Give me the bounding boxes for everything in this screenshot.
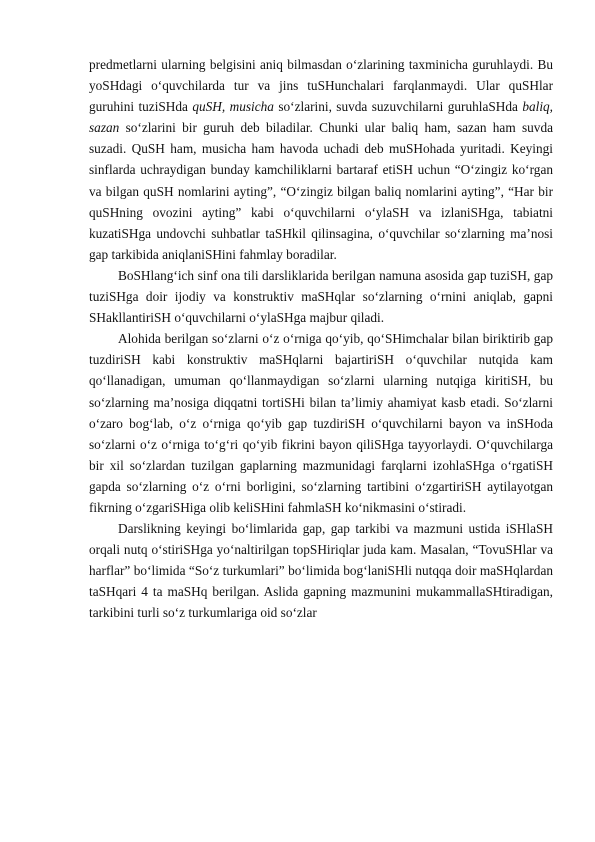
- paragraph-2: [89, 265, 553, 328]
- document-page: [89, 54, 553, 624]
- paragraph-1-text-3: so‘zlarini bir guruh deb biladilar. Chunki ular baliq ham, sazan ham suvda suzadi. QuSH ham, musicha ham havoda uchadi deb muSHohada yuritadi. Keyingi sinflarda uchraydigan bunday kamchiliklarni bartaraf etiSH uchun “O‘zingiz ko‘rgan va bilgan quSH nomlarini ayting”, “O‘zingiz bilgan baliq nomlarini ayting”, “Har bir quSHning ovozini ayting” kabi o‘quvchilarni o‘ylaSH va izlaniSHga, tabiatni kuzatiSHga undovchi suhbatlar taSHkil qilinsagina, o‘quvchilar so‘zlarning ma’nosi gap tarkibida aniqlaniSHini fahmlay boradilar.: [89, 120, 553, 262]
- paragraph-2-text: BoSHlang‘ich sinf ona tili darsliklarida berilgan namuna asosida gap tuziSH, gap tuziSHga doir ijodiy va konstruktiv maSHqlar so‘zlarning o‘rnini aniqlab, gapni SHakllantiriSH o‘quvchilarni o‘ylaSHga majbur qiladi.: [89, 267, 553, 326]
- paragraph-4: [89, 518, 553, 623]
- paragraph-1-text-1: predmetlarni ularning belgisini aniq bilmasdan o‘zlarining taxminicha guruhlaydi. Bu yoSHdagi o‘quvchilarda tur va jins tuSHunchalari farqlanmaydi. Ular quSHlar guruhini tuziSHda: [89, 57, 553, 115]
- paragraph-1: [89, 54, 553, 265]
- paragraph-1-italic-1: quSH, musicha: [192, 99, 274, 115]
- paragraph-3-text: Alohida berilgan so‘zlarni o‘z o‘rniga qo‘yib, qo‘SHimchalar bilan biriktirib gap tuzdiriSH kabi konstruktiv maSHqlarni bajartiriSH o‘quvchilar nutqida kam qo‘llanadigan, umuman qo‘llanmaydigan so‘zlarni ularning nutqiga kiritiSH, bu so‘zlarning ma’nosiga diqqatni tortiSHi bilan ta’limiy ahamiyat kasb etadi. So‘zlarni o‘zaro bog‘lab, o‘z o‘rniga qo‘yib gap tuzdiriSH o‘quvchilarni bayon va inSHoda so‘zlarni o‘z o‘rniga to‘g‘ri qo‘yib fikrini bayon qiliSHga tayyorlaydi. O‘quvchilarga bir xil so‘zlardan tuzilgan gaplarning mazmunidagi farqlarni izohlaSHga o‘rgatiSH gapda so‘zlarning o‘z o‘rni borligini, so‘zlarning tartibini o‘zgartiriSH aytilayotgan fikrning o‘zgariSHiga olib keliSHini fahmlaSH ko‘nikmasini o‘stiradi.: [89, 331, 553, 515]
- paragraph-1-italic-2: baliq, sazan: [89, 99, 553, 136]
- paragraph-1-text-2: so‘zlarini, suvda suzuvchilarni guruhlaSHda: [273, 99, 523, 115]
- paragraph-4-text: Darslikning keyingi bo‘limlarida gap, gap tarkibi va mazmuni ustida iSHlaSH orqali nutq o‘stiriSHga yo‘naltirilgan topSHiriqlar juda kam. Masalan, “TovuSHlar va harflar” bo‘limida “So‘z turkumlari” bo‘limida bog‘laniSHli nutqqa doir maSHqlardan taSHqari 4 ta maSHq berilgan. Aslida gapning mazmunini mukammallaSHtiradigan, tarkibini turli so‘z turkumlariga oid so‘zlar: [89, 521, 553, 621]
- paragraph-3: [89, 328, 553, 518]
